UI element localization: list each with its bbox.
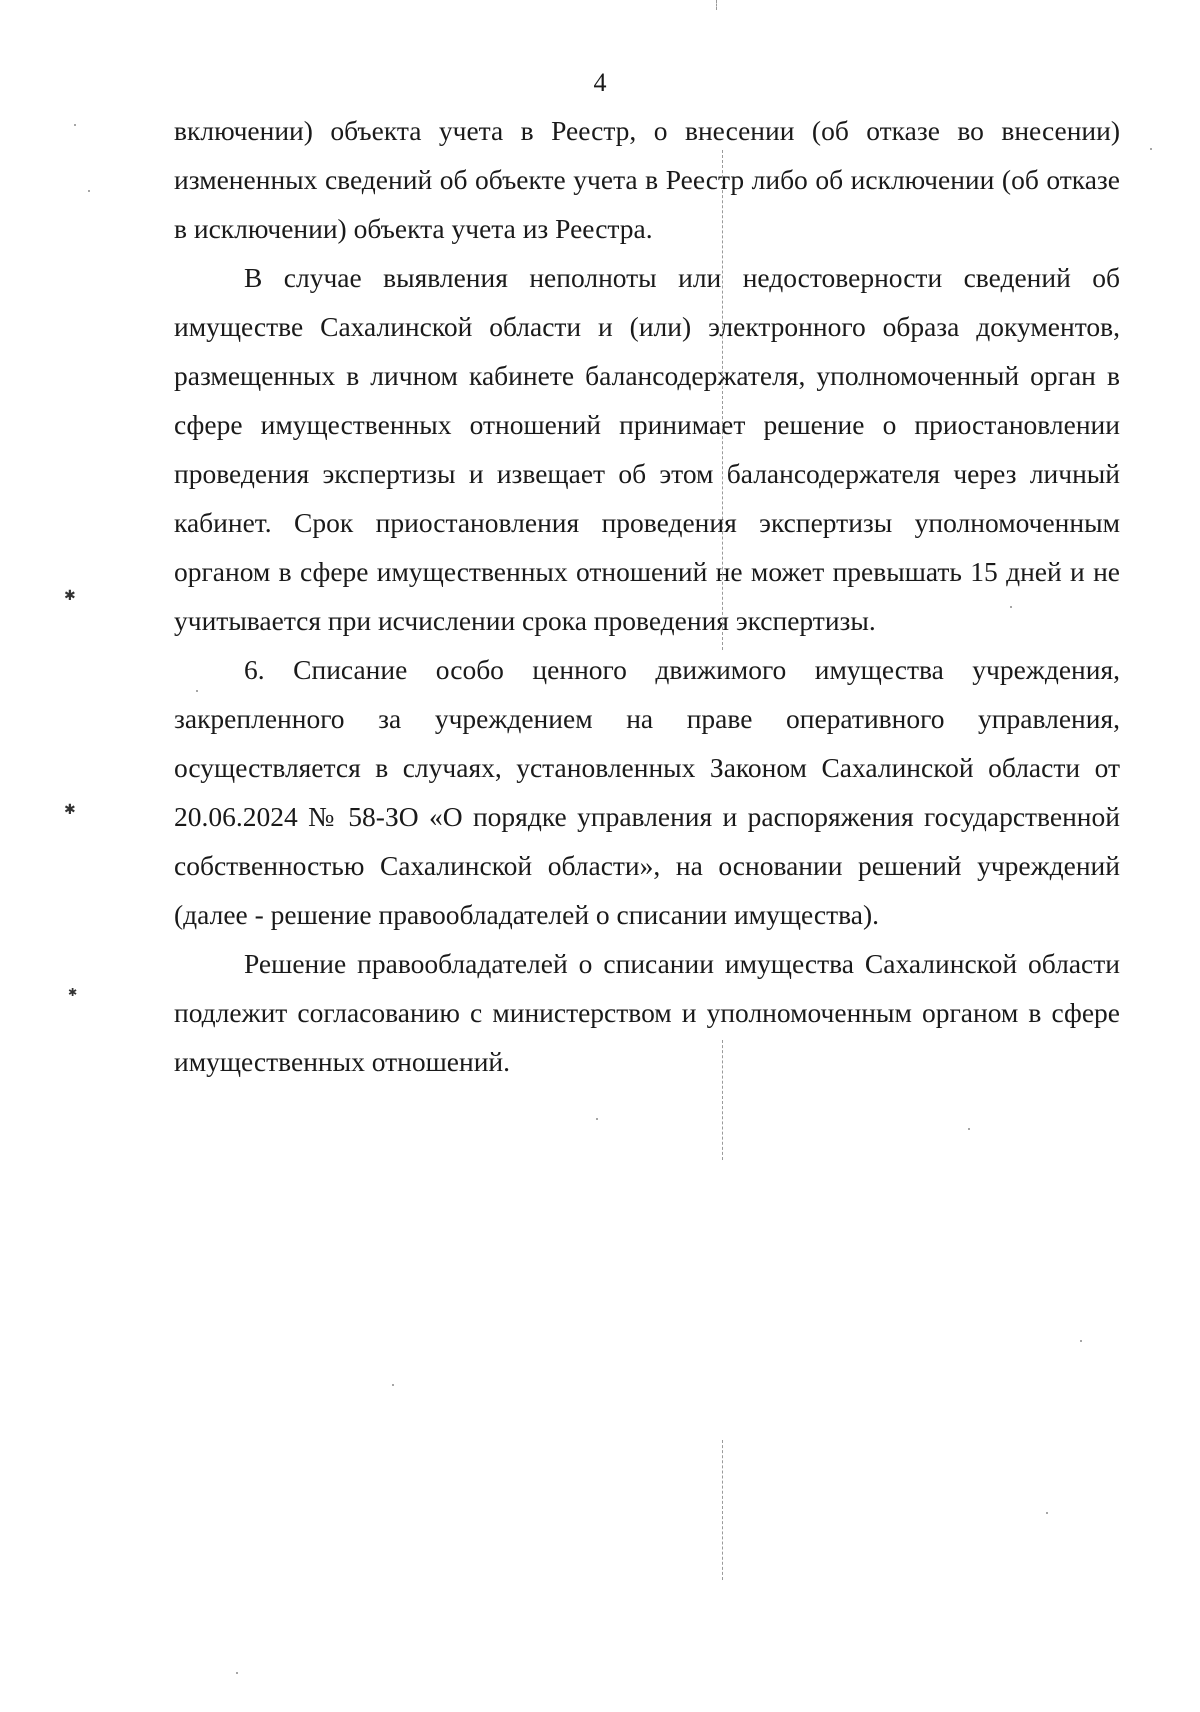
- scan-speck: [1010, 606, 1012, 608]
- scan-speck: [968, 1128, 970, 1130]
- document-body: [174, 106, 1120, 1086]
- scan-speck: [392, 1384, 394, 1386]
- scan-fold-line: [722, 1040, 723, 1160]
- scan-fold-line: [722, 150, 723, 650]
- scan-blot-icon: ✱: [64, 802, 76, 818]
- paragraph-continuation: включении) объекта учета в Реестр, о внесении (об отказе во внесении) измененных сведений об объекте учета в Реестр либо об исключении (об отказе в исключении) объекта учета из Реестра.: [174, 115, 1120, 244]
- paragraph-expertise-suspension: В случае выявления неполноты или недостоверности сведений об имуществе Сахалинской области и (или) электронного образа документов, размещенных в личном кабинете балансодержателя, уполномоченный орган в сфере имущественных отношений принимает решение о приостановлении проведения экспертизы и извещает об этом балансодержателя через личный кабинет. Срок приостановления проведения экспертизы уполномоченным органом в сфере имущественных отношений не может превышать 15 дней и не учитывается при исчислении срока проведения экспертизы.: [174, 262, 1120, 636]
- scan-blot-icon: ✱: [64, 588, 76, 604]
- scan-speck: [596, 1118, 598, 1120]
- page-number: 4: [593, 68, 607, 97]
- scan-speck: [236, 1672, 238, 1674]
- paragraph-item-6: 6. Списание особо ценного движимого имущества учреждения, закрепленного за учреждением на праве оперативного управления, осуществляется в случаях, установленных Законом Сахалинской области от 20.06.2024 № 58-ЗО «О порядке управления и распоряжения государственной собственностью Сахалинской области», на основании решений учреждений (далее - решение правообладателей о списании имущества).: [174, 654, 1120, 930]
- scan-fold-line: [722, 1440, 723, 1580]
- scan-blot-icon: ✱: [68, 986, 78, 999]
- scan-speck: [88, 190, 90, 192]
- scan-speck: [1080, 1340, 1082, 1342]
- scan-speck: [1150, 148, 1152, 150]
- scan-speck: [74, 124, 76, 126]
- scan-speck: [1046, 1512, 1048, 1514]
- scan-fold-line: [716, 0, 717, 10]
- paragraph-approval: Решение правообладателей о списании имущества Сахалинской области подлежит согласованию с министерством и уполномоченным органом в сфере имущественных отношений.: [174, 948, 1120, 1077]
- scan-speck: [196, 690, 198, 692]
